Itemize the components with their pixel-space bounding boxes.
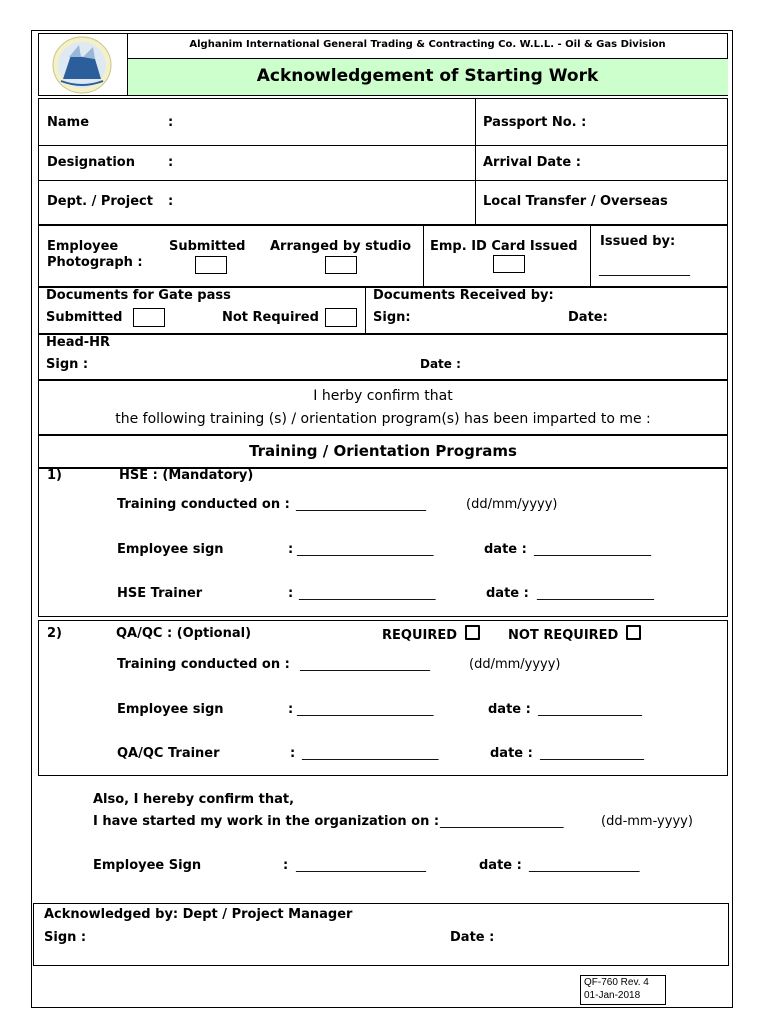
programs-title: Training / Orientation Programs [249, 442, 517, 460]
started-date-line-2[interactable]: _________________ [529, 858, 640, 873]
gate-not-required-checkbox[interactable] [325, 308, 357, 327]
started-employee-sign-colon: : [283, 858, 289, 873]
hse-trainer-colon: : [288, 586, 294, 601]
name-label: Name [47, 115, 90, 130]
hse-employee-date-label: date : [484, 542, 527, 557]
qaqc-conducted-label: Training conducted on : [117, 657, 290, 672]
hse-employee-sign-colon: : [288, 542, 294, 557]
qaqc-trainer-colon: : [290, 746, 296, 761]
qaqc-trainer-date-label: date : [490, 746, 533, 761]
started-line-2: I have started my work in the organization on : [93, 814, 440, 829]
hse-trainer-sign-line[interactable]: _____________________ [299, 586, 436, 601]
started-date-label: date : [479, 858, 522, 873]
docs-received-label: Documents Received by: [373, 288, 554, 303]
qaqc-employee-date-label: date : [488, 702, 531, 717]
qaqc-not-required-checkbox[interactable] [626, 625, 641, 640]
received-sign-label: Sign: [373, 310, 411, 325]
hse-employee-date-line[interactable]: __________________ [534, 542, 651, 557]
qaqc-required-checkbox[interactable] [465, 625, 480, 640]
confirm-line-2: the following training (s) / orientation program(s) has been imparted to me : [115, 411, 651, 427]
arranged-by-studio-checkbox[interactable] [325, 256, 357, 274]
company-logo [51, 35, 113, 95]
started-line-1: Also, I hereby confirm that, [93, 792, 295, 807]
qaqc-employee-sign-line[interactable]: _____________________ [297, 702, 434, 717]
qaqc-trainer-sign-line[interactable]: _____________________ [302, 746, 439, 761]
hse-trainer-date-line[interactable]: __________________ [537, 586, 654, 601]
gate-pass-docs-label: Documents for Gate pass [46, 288, 231, 303]
head-hr-date-label: Date : [420, 357, 461, 371]
hse-employee-sign-label: Employee sign [117, 542, 224, 557]
hse-date-format: (dd/mm/yyyy) [466, 497, 558, 512]
received-date-label: Date: [568, 310, 608, 325]
qaqc-employee-date-line[interactable]: ________________ [538, 702, 642, 717]
started-employee-sign-label: Employee Sign [93, 858, 202, 873]
name-colon: : [168, 115, 174, 130]
form-revision-date: 01-Jan-2018 [584, 990, 641, 1001]
dept-colon: : [168, 194, 174, 209]
hse-conducted-line[interactable]: ____________________ [296, 497, 426, 512]
form-number: QF-760 Rev. 4 [584, 977, 649, 988]
started-date-format: (dd-mm-yyyy) [601, 814, 693, 829]
company-name: Alghanim International General Trading & Contracting Co. W.L.L. - Oil & Gas Division [189, 39, 666, 50]
page-title: Acknowledgement of Starting Work [256, 66, 599, 86]
qaqc-employee-sign-colon: : [288, 702, 294, 717]
photo-submitted-checkbox[interactable] [195, 256, 227, 274]
hse-title: HSE : (Mandatory) [119, 468, 254, 483]
qaqc-required-option[interactable] [382, 625, 480, 643]
hse-number: 1) [47, 468, 62, 483]
head-hr-section [38, 334, 728, 380]
acknowledged-date-label: Date : [450, 930, 495, 945]
photo-submitted-label: Submitted [169, 239, 246, 254]
arranged-by-studio-label: Arranged by studio [270, 239, 412, 254]
hse-employee-sign-line[interactable]: _____________________ [297, 542, 434, 557]
arrival-date-label: Arrival Date : [483, 155, 581, 170]
qaqc-required-label: REQUIRED [382, 628, 458, 643]
designation-label: Designation [47, 155, 135, 170]
qaqc-number: 2) [47, 626, 62, 641]
qaqc-not-required-label: NOT REQUIRED [508, 628, 619, 643]
dept-label: Dept. / Project [47, 194, 153, 209]
passport-label: Passport No. : [483, 115, 587, 130]
gate-submitted-label: Submitted [46, 310, 123, 325]
designation-colon: : [168, 155, 174, 170]
transfer-label: Local Transfer / Overseas [483, 194, 668, 209]
id-card-issued-label: Emp. ID Card Issued [430, 239, 578, 254]
qaqc-trainer-date-line[interactable]: ________________ [540, 746, 644, 761]
started-employee-sign-line[interactable]: ____________________ [296, 858, 426, 873]
hse-conducted-label: Training conducted on : [117, 497, 290, 512]
issued-by-line[interactable]: ______________ [599, 262, 690, 277]
hse-trainer-label: HSE Trainer [117, 586, 203, 601]
photograph-label: Photograph : [47, 255, 143, 270]
issued-by-label: Issued by: [600, 234, 676, 249]
head-hr-title: Head-HR [46, 335, 111, 350]
qaqc-title: QA/QC : (Optional) [116, 626, 252, 641]
qaqc-conducted-line[interactable]: ____________________ [300, 657, 430, 672]
qaqc-date-format: (dd/mm/yyyy) [469, 657, 561, 672]
qaqc-employee-sign-label: Employee sign [117, 702, 224, 717]
qaqc-trainer-label: QA/QC Trainer [117, 746, 220, 761]
acknowledged-title: Acknowledged by: Dept / Project Manager [44, 907, 353, 922]
head-hr-sign-label: Sign : [46, 357, 89, 372]
gate-not-required-label: Not Required [222, 310, 319, 325]
gate-submitted-checkbox[interactable] [133, 308, 165, 327]
hse-trainer-date-label: date : [486, 586, 529, 601]
started-date-line[interactable]: ___________________ [440, 814, 564, 829]
id-card-issued-checkbox[interactable] [493, 255, 525, 273]
acknowledged-sign-label: Sign : [44, 930, 87, 945]
qaqc-not-required-option[interactable] [508, 625, 641, 643]
employee-label: Employee [47, 239, 119, 254]
confirm-line-1: I herby confirm that [313, 388, 453, 404]
